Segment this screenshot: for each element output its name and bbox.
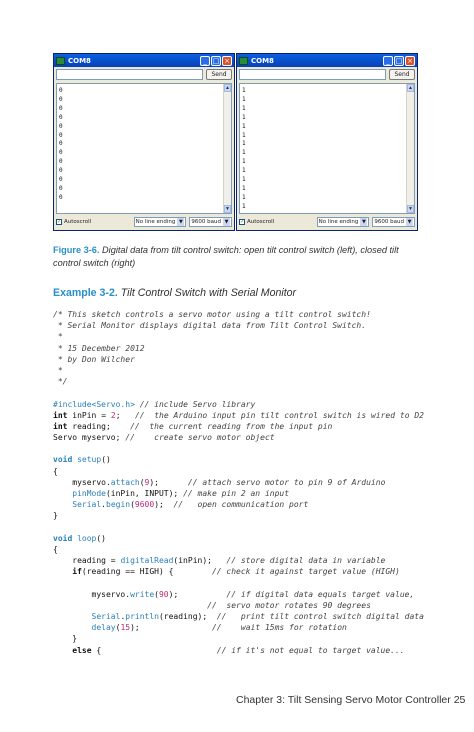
maximize-button[interactable]: □ bbox=[212, 56, 220, 65]
serial-line: 0 bbox=[59, 158, 63, 166]
code-line: pinMode(inPin, INPUT); // make pin 2 an input bbox=[72, 489, 290, 498]
serial-line: 0 bbox=[59, 149, 63, 157]
serial-line: 0 bbox=[59, 131, 63, 139]
code-line: myservo.write(90); // if digital data equals target value, bbox=[91, 589, 415, 599]
serial-output bbox=[56, 83, 232, 214]
send-button[interactable]: Send bbox=[206, 69, 232, 80]
code-line: delay(15); // wait 15ms for rotation bbox=[91, 623, 347, 633]
serial-line: 0 bbox=[59, 140, 63, 148]
window-title: COM8 bbox=[251, 56, 274, 65]
chapter-title: Chapter 3: Tilt Sensing Servo Motor Controller bbox=[236, 694, 451, 706]
serial-line: 0 bbox=[59, 87, 63, 94]
line-ending-select[interactable] bbox=[134, 217, 187, 227]
minimize-button[interactable]: _ bbox=[200, 56, 210, 66]
vertical-scrollbar[interactable] bbox=[406, 84, 414, 213]
line-ending-value: No line ending bbox=[135, 219, 176, 225]
serial-line: 1 bbox=[242, 167, 246, 175]
chevron-down-icon: ▼ bbox=[407, 219, 412, 225]
serial-line: 1 bbox=[242, 140, 246, 148]
baud-select[interactable] bbox=[372, 217, 415, 227]
line-ending-select[interactable] bbox=[317, 217, 370, 227]
serial-line: 1 bbox=[242, 131, 246, 139]
vertical-scrollbar[interactable] bbox=[223, 84, 231, 213]
code-line: void loop() bbox=[53, 533, 106, 543]
code-line: Servo myservo; // create servo motor object bbox=[53, 433, 275, 443]
code-line: } bbox=[53, 511, 58, 521]
code-line: { bbox=[53, 544, 58, 554]
autoscroll-checkbox[interactable]: ✓ bbox=[57, 219, 62, 225]
title-bar bbox=[237, 54, 417, 67]
chevron-down-icon: ▼ bbox=[361, 219, 366, 225]
example-title: Tilt Control Switch with Serial Monitor bbox=[120, 287, 297, 299]
baud-value: 9600 baud bbox=[374, 219, 404, 225]
send-input[interactable] bbox=[239, 69, 386, 80]
code-line: int reading; // the current reading from the input pin bbox=[53, 421, 333, 431]
close-button[interactable]: × bbox=[222, 56, 232, 66]
code-line: int inPin = 2; // the Arduino input pin tilt control switch is wired to D2 bbox=[53, 410, 424, 420]
code-line: } bbox=[72, 634, 78, 644]
maximize-button[interactable]: □ bbox=[395, 56, 403, 65]
code-line: void setup() bbox=[53, 455, 111, 465]
window-title: COM8 bbox=[68, 56, 91, 65]
serial-monitor-window-right bbox=[236, 53, 418, 231]
code-line: myservo.attach(9); // attach servo motor to pin 9 of Arduino bbox=[72, 477, 386, 487]
code-listing bbox=[53, 309, 433, 656]
chevron-down-icon: ▼ bbox=[178, 219, 183, 225]
serial-line: 1 bbox=[242, 184, 246, 192]
code-line: if(reading == HIGH) { // check it against target value (HIGH) bbox=[72, 567, 400, 577]
title-bar bbox=[54, 54, 234, 67]
figure-text: Digital data from tilt control switch: open tilt control switch (left), closed tilt control switch (right) bbox=[53, 245, 399, 268]
example-label: Example 3-2. bbox=[53, 287, 118, 299]
serial-line: 1 bbox=[242, 176, 246, 184]
serial-monitor-window-left bbox=[53, 53, 235, 231]
page-number: 25 bbox=[453, 694, 466, 706]
minimize-button[interactable]: _ bbox=[383, 56, 393, 66]
serial-line: 0 bbox=[59, 176, 63, 184]
code-line: * by Don Wilcher bbox=[53, 354, 135, 364]
serial-line: 1 bbox=[242, 104, 246, 112]
code-line: Serial.begin(9600); // open communication port bbox=[72, 500, 309, 510]
serial-line: 0 bbox=[59, 95, 63, 103]
serial-lines bbox=[59, 87, 63, 203]
code-line: * bbox=[53, 365, 63, 375]
serial-line: 0 bbox=[59, 113, 63, 121]
serial-line: 0 bbox=[59, 104, 63, 112]
serial-line: 0 bbox=[59, 184, 63, 192]
serial-line: 1 bbox=[242, 87, 246, 94]
serial-line: 1 bbox=[242, 149, 246, 157]
code-line bbox=[53, 443, 433, 454]
serial-line: 1 bbox=[242, 158, 246, 166]
send-button[interactable]: Send bbox=[389, 69, 415, 80]
code-line: else { // if it's not equal to target value... bbox=[72, 645, 405, 655]
serial-line: 0 bbox=[59, 167, 63, 175]
code-line bbox=[53, 578, 433, 589]
serial-output bbox=[239, 83, 415, 214]
code-line: */ bbox=[53, 377, 68, 387]
code-line: * bbox=[53, 332, 63, 342]
serial-line: 1 bbox=[242, 113, 246, 121]
page-footer bbox=[236, 694, 465, 706]
autoscroll-checkbox[interactable]: ✓ bbox=[240, 219, 245, 225]
autoscroll-label: Autoscroll bbox=[64, 219, 92, 225]
code-line: * 15 December 2012 bbox=[53, 343, 145, 353]
serial-line: 0 bbox=[59, 122, 63, 130]
code-line bbox=[53, 522, 433, 533]
arduino-icon bbox=[56, 57, 65, 65]
example-heading bbox=[53, 287, 296, 299]
serial-line: 1 bbox=[242, 95, 246, 103]
scroll-down-icon[interactable]: ▼ bbox=[408, 206, 413, 212]
serial-line: 1 bbox=[242, 122, 246, 130]
chevron-down-icon: ▼ bbox=[224, 219, 229, 225]
code-line: #include<Servo.h> // include Servo library bbox=[53, 399, 256, 409]
baud-select[interactable] bbox=[189, 217, 232, 227]
baud-value: 9600 baud bbox=[191, 219, 221, 225]
serial-line: 1 bbox=[242, 202, 246, 210]
line-ending-value: No line ending bbox=[318, 219, 359, 225]
arduino-icon bbox=[239, 57, 248, 65]
autoscroll-label: Autoscroll bbox=[247, 219, 275, 225]
code-line: /* This sketch controls a servo motor using a tilt control switch! bbox=[53, 310, 371, 319]
scroll-down-icon[interactable]: ▼ bbox=[225, 206, 230, 212]
serial-lines bbox=[242, 87, 246, 212]
code-line bbox=[53, 387, 433, 398]
code-line: * Serial Monitor displays digital data from Tilt Control Switch. bbox=[53, 321, 367, 331]
figure-caption bbox=[53, 244, 423, 270]
serial-line: 0 bbox=[59, 193, 63, 201]
figure-label: Figure 3-6. bbox=[53, 245, 100, 255]
scroll-up-icon[interactable]: ▲ bbox=[408, 85, 413, 91]
code-line: reading = digitalRead(inPin); // store digital data in variable bbox=[72, 556, 386, 566]
close-button[interactable]: × bbox=[405, 56, 415, 66]
code-line: Serial.println(reading); // print tilt control switch digital data bbox=[91, 612, 424, 622]
code-line: { bbox=[53, 466, 58, 476]
serial-line: 1 bbox=[242, 193, 246, 201]
code-line: // servo motor rotates 90 degrees bbox=[207, 600, 371, 610]
send-input[interactable] bbox=[56, 69, 203, 80]
scroll-up-icon[interactable]: ▲ bbox=[225, 85, 230, 91]
